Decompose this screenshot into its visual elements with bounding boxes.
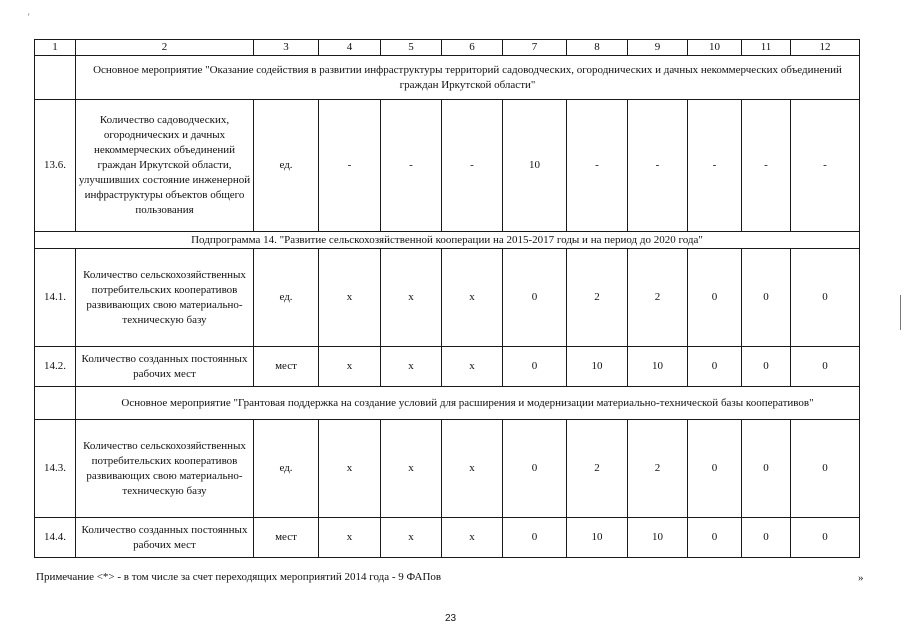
column-header: 11 xyxy=(742,40,791,56)
value-cell: - xyxy=(319,100,381,232)
unit-cell: мест xyxy=(254,518,319,558)
scan-edge-line xyxy=(900,295,901,330)
value-cell: х xyxy=(442,518,503,558)
value-cell: х xyxy=(381,518,442,558)
value-cell: 2 xyxy=(567,249,628,347)
indicator-description: Количество садоводческих, огороднических и дачных некоммерческих объединений граждан Иркутской области, улучшивших состояние инженерной инфраструктуры объектов общего пользования xyxy=(76,100,254,232)
value-cell: х xyxy=(442,347,503,387)
value-cell: 2 xyxy=(567,420,628,518)
value-cell: - xyxy=(381,100,442,232)
value-cell: 10 xyxy=(628,347,688,387)
column-header: 10 xyxy=(688,40,742,56)
value-cell: 0 xyxy=(791,347,860,387)
column-header: 5 xyxy=(381,40,442,56)
table-header-row xyxy=(35,40,860,56)
indicator-description: Количество сельскохозяйственных потребительских кооперативов развивающих свою материально-техническую базу xyxy=(76,420,254,518)
value-cell: 0 xyxy=(742,518,791,558)
value-cell: х xyxy=(319,249,381,347)
value-cell: 0 xyxy=(688,518,742,558)
value-cell: 0 xyxy=(503,347,567,387)
value-cell: х xyxy=(381,347,442,387)
value-cell: 0 xyxy=(688,249,742,347)
row-number: 14.4. xyxy=(35,518,76,558)
value-cell: - xyxy=(442,100,503,232)
value-cell: х xyxy=(381,249,442,347)
continuation-mark: » xyxy=(858,572,864,584)
scan-mark: ' xyxy=(28,12,30,22)
column-header: 3 xyxy=(254,40,319,56)
value-cell: 10 xyxy=(567,518,628,558)
value-cell: х xyxy=(319,347,381,387)
value-cell: 0 xyxy=(791,518,860,558)
table-row xyxy=(35,56,860,100)
table-row xyxy=(35,232,860,249)
table-row xyxy=(35,387,860,420)
column-header: 8 xyxy=(567,40,628,56)
value-cell: 0 xyxy=(742,249,791,347)
footnote: Примечание <*> - в том числе за счет переходящих мероприятий 2014 года - 9 ФАПов xyxy=(36,571,442,583)
value-cell: 0 xyxy=(503,420,567,518)
value-cell: 10 xyxy=(567,347,628,387)
value-cell: х xyxy=(442,420,503,518)
value-cell: 0 xyxy=(503,518,567,558)
activity-row-text: Основное мероприятие "Грантовая поддержка на создание условий для расширения и модернизации материально-технической базы кооперативов" xyxy=(76,387,860,420)
value-cell: х xyxy=(319,420,381,518)
value-cell: 0 xyxy=(688,347,742,387)
value-cell: - xyxy=(791,100,860,232)
value-cell: 0 xyxy=(791,249,860,347)
column-header: 12 xyxy=(791,40,860,56)
column-header: 4 xyxy=(319,40,381,56)
row-number: 14.1. xyxy=(35,249,76,347)
activity-row-text: Основное мероприятие "Оказание содействия в развитии инфраструктуры территорий садоводческих, огороднических и дачных некоммерческих объединений граждан Иркутской области" xyxy=(76,56,860,100)
indicator-description: Количество созданных постоянных рабочих мест xyxy=(76,347,254,387)
value-cell: 0 xyxy=(688,420,742,518)
value-cell: - xyxy=(628,100,688,232)
value-cell: х xyxy=(319,518,381,558)
row-number: 14.3. xyxy=(35,420,76,518)
value-cell: 2 xyxy=(628,249,688,347)
unit-cell: ед. xyxy=(254,249,319,347)
row-number: 13.6. xyxy=(35,100,76,232)
column-header: 9 xyxy=(628,40,688,56)
unit-cell: ед. xyxy=(254,420,319,518)
unit-cell: ед. xyxy=(254,100,319,232)
value-cell: - xyxy=(688,100,742,232)
value-cell: 0 xyxy=(791,420,860,518)
value-cell: - xyxy=(742,100,791,232)
row-number: 14.2. xyxy=(35,347,76,387)
value-cell: 10 xyxy=(503,100,567,232)
value-cell: 10 xyxy=(628,518,688,558)
column-header: 6 xyxy=(442,40,503,56)
value-cell: - xyxy=(567,100,628,232)
column-header: 2 xyxy=(76,40,254,56)
table-row xyxy=(35,518,860,558)
value-cell: х xyxy=(381,420,442,518)
indicators-table xyxy=(34,39,860,558)
column-header: 1 xyxy=(35,40,76,56)
unit-cell: мест xyxy=(254,347,319,387)
value-cell: 0 xyxy=(742,347,791,387)
table-row xyxy=(35,100,860,232)
table-row xyxy=(35,347,860,387)
subprogram-title: Подпрограмма 14. "Развитие сельскохозяйственной кооперации на 2015-2017 годы и на период до 2020 года" xyxy=(35,232,860,249)
indicator-description: Количество созданных постоянных рабочих мест xyxy=(76,518,254,558)
value-cell: х xyxy=(442,249,503,347)
column-header: 7 xyxy=(503,40,567,56)
value-cell: 0 xyxy=(742,420,791,518)
table-row xyxy=(35,249,860,347)
table-row xyxy=(35,420,860,518)
value-cell: 2 xyxy=(628,420,688,518)
indicator-description: Количество сельскохозяйственных потребительских кооперативов развивающих свою материально-техническую базу xyxy=(76,249,254,347)
page-number: 23 xyxy=(445,613,457,624)
value-cell: 0 xyxy=(503,249,567,347)
